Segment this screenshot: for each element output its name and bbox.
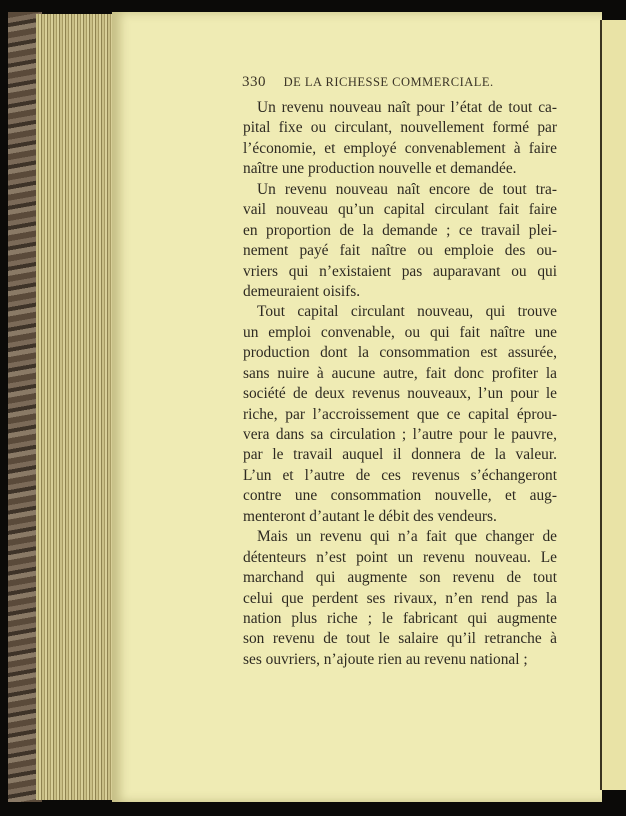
text-line: marchand qui augmente son revenu de tout — [243, 569, 557, 587]
text-line: naître une production nouvelle et demandée. — [243, 160, 517, 178]
text-line: vail nouveau qu’un capital circulant fait faire — [243, 201, 557, 219]
text-line: Tout capital circulant nouveau, qui trouve — [257, 303, 557, 321]
text-line: société de deux revenus nouveaux, l’un pour le — [243, 385, 557, 403]
text-line: vera dans sa circulation ; l’autre pour le pauvre, — [243, 426, 557, 443]
text-line: celui que perdent ses rivaux, n’en rend pas la — [243, 589, 557, 607]
text-line: Un revenu nouveau naît pour l’état de tout ca- — [257, 99, 557, 116]
page-edges — [36, 14, 114, 800]
text-line: sans nuire à aucune autre, fait donc profiter la — [243, 364, 557, 382]
text-line: nation plus riche ; le fabricant qui augmente — [243, 609, 557, 627]
paragraph — [243, 527, 557, 670]
text-line: pital fixe ou circulant, nouvellement formé par — [243, 119, 557, 137]
text-line: ses ouvriers, n’ajoute rien au revenu national ; — [243, 650, 528, 668]
text-line: riche, par l’accroissement que ce capital éprou- — [243, 405, 557, 423]
text-line: contre une consommation nouvelle, et aug- — [243, 487, 557, 505]
text-line: nement payé fait naître ou emploie des ou- — [243, 242, 557, 260]
paragraph — [243, 180, 557, 303]
text-line: Un revenu nouveau naît encore de tout tra- — [257, 180, 557, 198]
text-line: en proportion de la demande ; ce travail plei- — [243, 221, 557, 239]
text-line: vriers qui n’existaient pas auparavant ou qui — [243, 262, 557, 280]
page-body — [243, 98, 557, 670]
running-header — [242, 74, 558, 91]
text-line: Mais un revenu qui n’a fait que changer de — [257, 528, 557, 546]
running-title: DE LA RICHESSE COMMERCIALE. — [283, 75, 494, 89]
text-line: menteront d’autant le débit des vendeurs. — [243, 507, 497, 525]
paragraph — [243, 98, 557, 180]
text-line: l’économie, et employé convenablement à faire — [243, 139, 557, 157]
text-line: L’un et l’autre de ces revenus s’échangeront — [243, 466, 557, 484]
facing-page — [600, 20, 626, 790]
text-line: détenteurs n’est point un revenu nouveau. Le — [243, 548, 557, 566]
text-line: par le travail auquel il donnera de la valeur. — [243, 446, 557, 464]
text-line: production dont la consommation est assurée, — [243, 344, 557, 362]
paragraph — [243, 302, 557, 527]
text-line: son revenu de tout le salaire qu’il retranche à — [243, 630, 557, 648]
text-line: un emploi convenable, ou qui fait naître une — [243, 323, 557, 341]
page-number: 330 — [242, 74, 266, 90]
text-line: demeuraient oisifs. — [243, 282, 361, 300]
